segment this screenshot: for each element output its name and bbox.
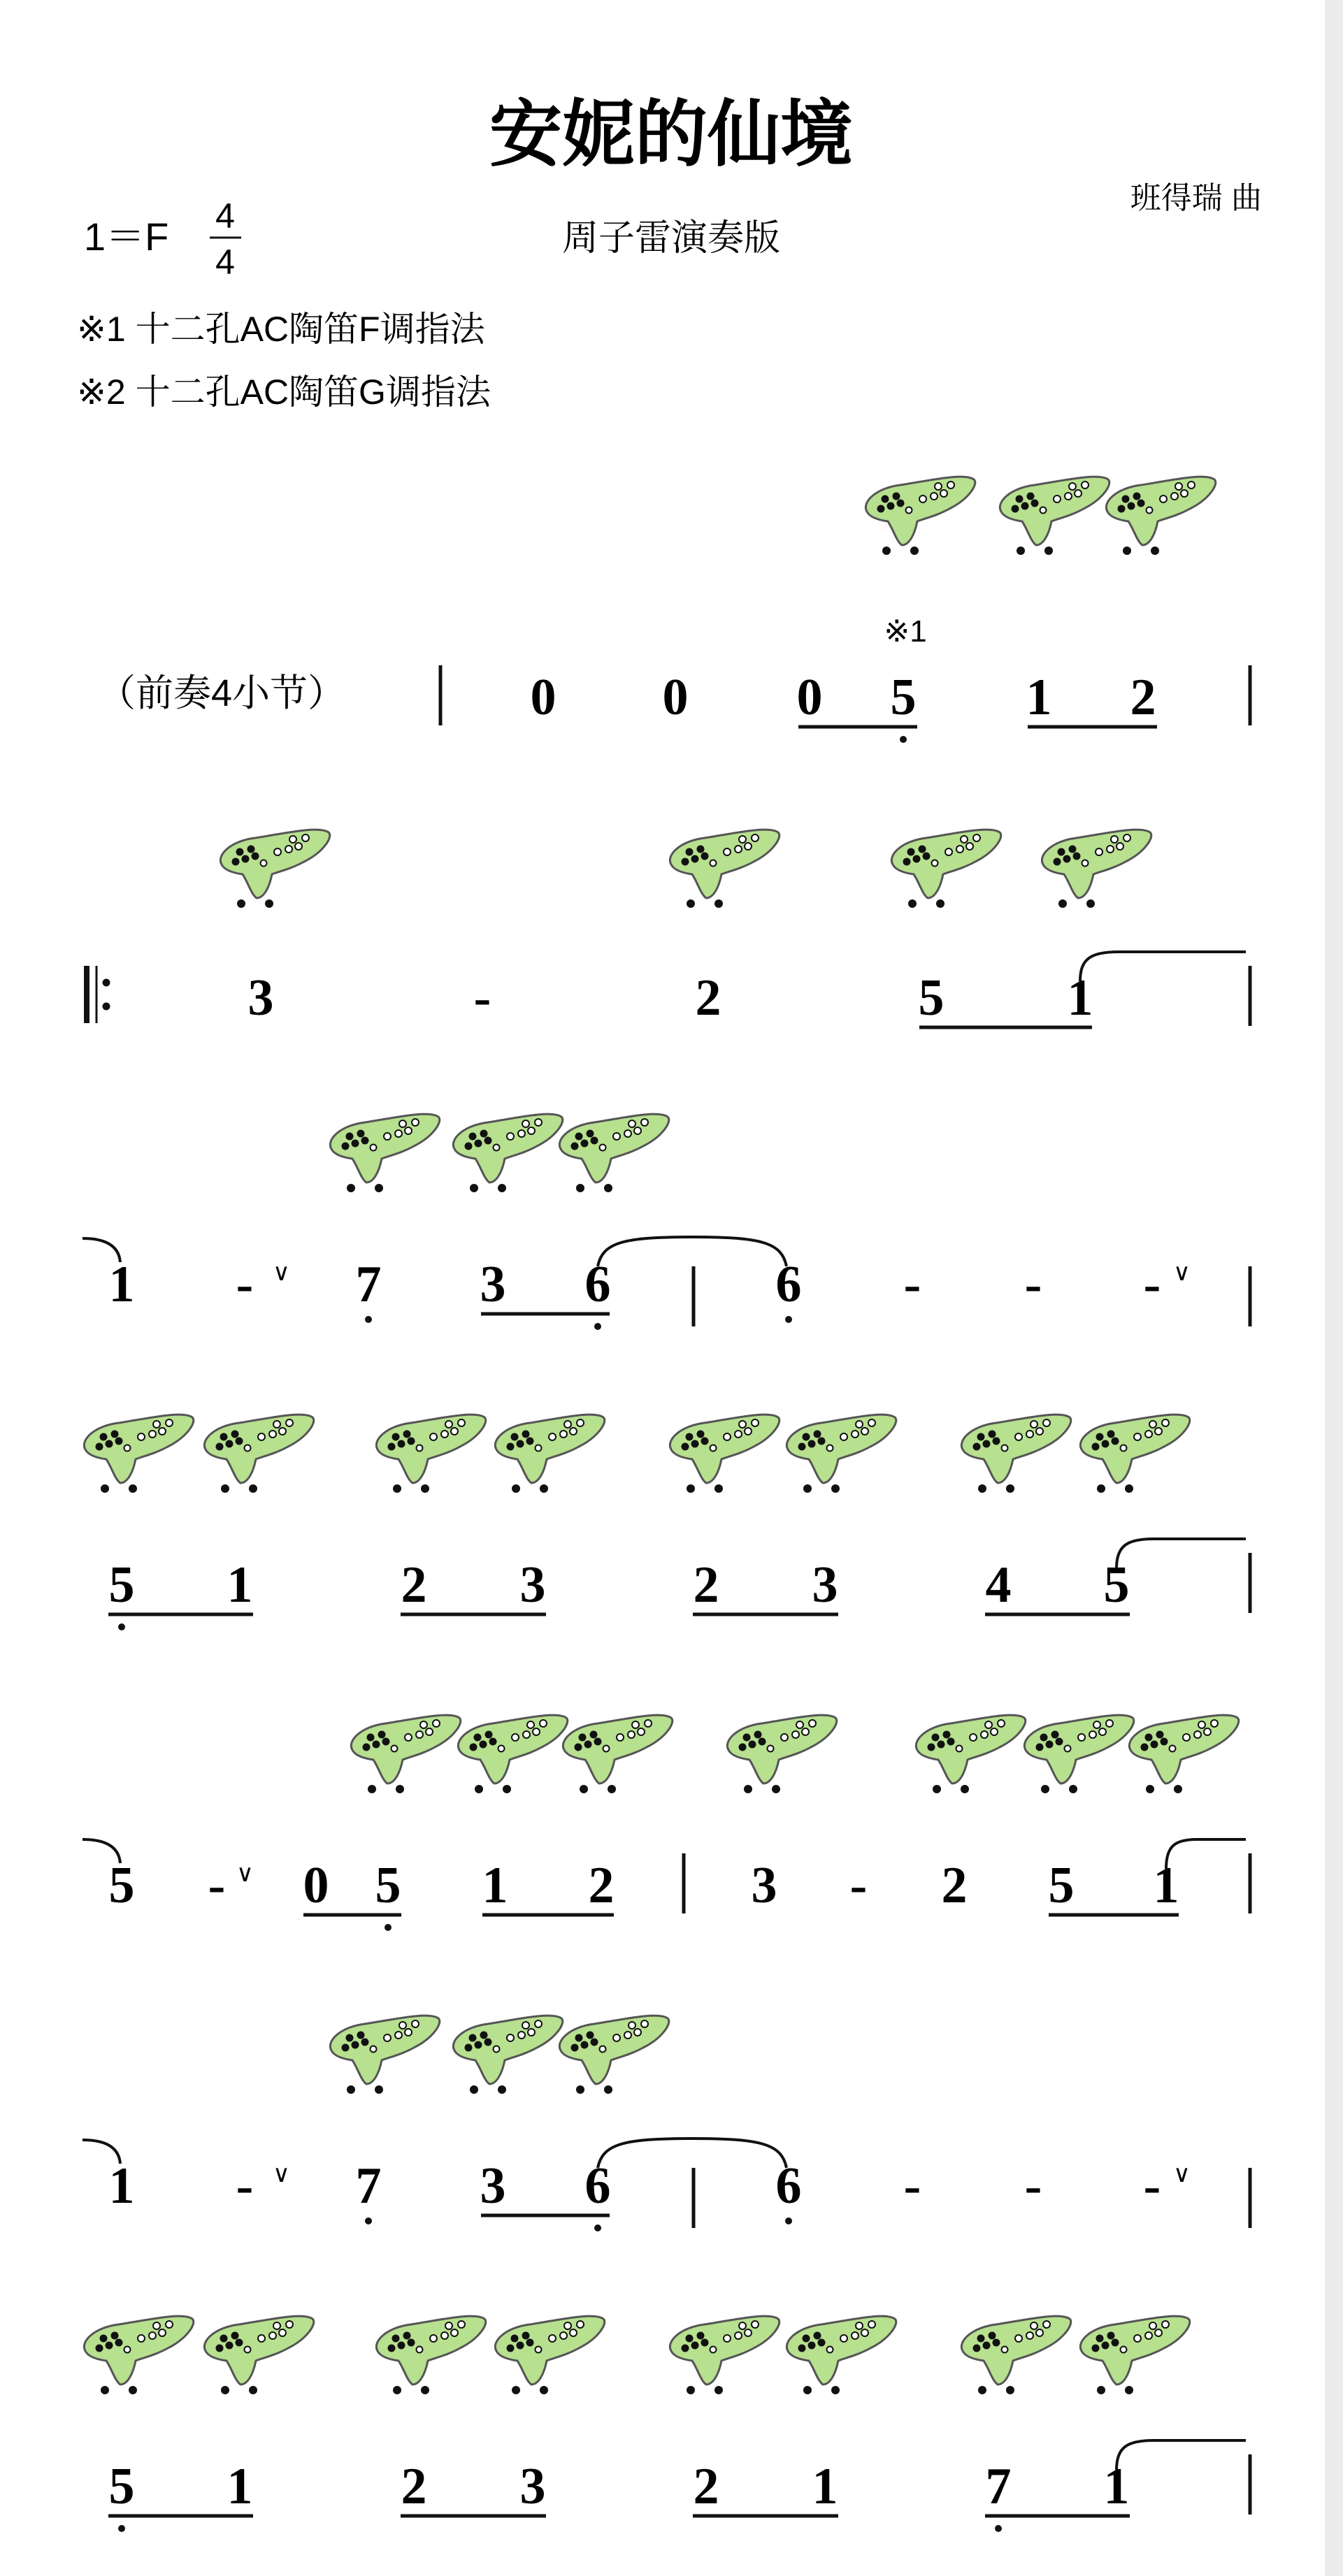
note: 2 xyxy=(401,2458,427,2515)
ocarina-fingering-icon xyxy=(330,1114,439,1192)
ocarina-fingering-icon xyxy=(1080,1414,1189,1493)
ocarina-fingering-icon xyxy=(376,1414,485,1493)
ocarina-fingering-icon xyxy=(204,2316,313,2394)
low-octave-dot xyxy=(594,2224,601,2231)
notes-row-4 xyxy=(109,1556,1130,1614)
composer-credit: 班得瑞 曲 xyxy=(1130,181,1262,215)
ocarina-row-1 xyxy=(866,477,1215,555)
low-octave-dot xyxy=(900,736,907,743)
note: 5 xyxy=(108,1556,135,1614)
low-octave-dot xyxy=(385,1924,392,1931)
dash: - xyxy=(1024,1256,1042,1313)
note: 1 xyxy=(1067,969,1093,1027)
note: 3 xyxy=(519,2458,546,2515)
fingering-note-2: ※2 十二孔AC陶笛G调指法 xyxy=(77,372,491,412)
ocarina-fingering-icon xyxy=(84,1414,193,1493)
note: 5 xyxy=(890,669,917,726)
ocarina-row-3 xyxy=(330,1114,668,1192)
fingering-marker: ※1 xyxy=(884,614,927,649)
tie xyxy=(598,1237,787,1266)
notes-row-6 xyxy=(109,2157,1161,2215)
low-octave-dot xyxy=(118,1623,125,1630)
ocarina-fingering-icon xyxy=(670,830,779,908)
note: 0 xyxy=(796,669,823,726)
note: 3 xyxy=(751,1857,777,1914)
note: 5 xyxy=(375,1857,401,1914)
ocarina-row-7 xyxy=(84,2316,1189,2394)
low-octave-dot xyxy=(594,1323,601,1330)
low-octave-dot xyxy=(995,2525,1002,2532)
note: 2 xyxy=(693,1556,719,1614)
note: 7 xyxy=(355,2157,382,2215)
ocarina-fingering-icon xyxy=(376,2316,485,2394)
note: 5 xyxy=(108,1857,135,1914)
ocarina-fingering-icon xyxy=(563,1715,672,1793)
ocarina-fingering-icon xyxy=(84,2316,193,2394)
note: 2 xyxy=(1130,669,1156,726)
dash: - xyxy=(903,2157,921,2215)
note: 6 xyxy=(584,1256,611,1313)
dash: - xyxy=(236,2157,254,2215)
note: 6 xyxy=(775,2157,802,2215)
breath-mark: ∨ xyxy=(273,1259,290,1286)
note: 1 xyxy=(1103,2458,1130,2515)
dash: - xyxy=(903,1256,921,1313)
version-label: 周子雷演奏版 xyxy=(561,218,781,259)
ocarina-row-5 xyxy=(351,1715,1238,1793)
note: 1 xyxy=(812,2458,838,2515)
note: 3 xyxy=(812,1556,838,1614)
notes-row-5 xyxy=(109,1857,1179,1914)
notes-row-2 xyxy=(248,969,1093,1027)
dash: - xyxy=(236,1256,254,1313)
note: 6 xyxy=(775,1256,802,1313)
ocarina-fingering-icon xyxy=(727,1715,836,1793)
ocarina-fingering-icon xyxy=(1106,477,1215,555)
note: 2 xyxy=(695,969,721,1027)
note: 3 xyxy=(480,2157,506,2215)
ocarina-fingering-icon xyxy=(1000,477,1109,555)
ocarina-fingering-icon xyxy=(1042,830,1151,908)
notes-row-1 xyxy=(531,669,1156,726)
ocarina-fingering-icon xyxy=(961,1414,1070,1493)
ocarina-fingering-icon xyxy=(891,830,1000,908)
breath-mark: ∨ xyxy=(273,2161,290,2187)
note: 1 xyxy=(1026,669,1052,726)
note: 6 xyxy=(584,2157,611,2215)
ocarina-fingering-icon xyxy=(1129,1715,1238,1793)
ocarina-fingering-icon xyxy=(866,477,975,555)
note: 1 xyxy=(108,1256,135,1313)
ocarina-row-4 xyxy=(84,1414,1189,1493)
note: 1 xyxy=(108,2157,135,2215)
ocarina-fingering-icon xyxy=(495,2316,604,2394)
ocarina-fingering-icon xyxy=(453,2016,562,2094)
note: 7 xyxy=(985,2458,1012,2515)
key-signature: 1＝F xyxy=(84,215,169,259)
note: 7 xyxy=(355,1256,382,1313)
note: 1 xyxy=(482,1857,508,1914)
ocarina-fingering-icon xyxy=(458,1715,567,1793)
time-signature-top: 4 xyxy=(215,196,235,236)
tie xyxy=(598,2139,787,2168)
intro-label: （前奏4小节） xyxy=(98,672,346,714)
dash: - xyxy=(1143,1256,1161,1313)
note: 3 xyxy=(519,1556,546,1614)
note: 2 xyxy=(693,2458,719,2515)
ocarina-fingering-icon xyxy=(204,1414,313,1493)
ocarina-fingering-icon xyxy=(670,2316,779,2394)
note: 0 xyxy=(662,669,689,726)
notes-row-3 xyxy=(109,1256,1161,1313)
ocarina-fingering-icon xyxy=(787,1414,896,1493)
note: 1 xyxy=(227,2458,253,2515)
ocarina-fingering-icon xyxy=(670,1414,779,1493)
page-title: 安妮的仙境 xyxy=(489,94,854,175)
ocarina-fingering-icon xyxy=(330,2016,439,2094)
tie xyxy=(1116,1539,1246,1568)
note: 4 xyxy=(985,1556,1012,1614)
note: 5 xyxy=(918,969,945,1027)
note: 1 xyxy=(227,1556,253,1614)
ocarina-fingering-icon xyxy=(787,2316,896,2394)
dash: - xyxy=(208,1857,226,1914)
note: 2 xyxy=(588,1857,615,1914)
ocarina-row-2 xyxy=(220,830,1151,908)
tie xyxy=(1080,952,1246,981)
low-octave-dot xyxy=(365,1316,372,1323)
low-octave-dot xyxy=(785,1316,792,1323)
ocarina-fingering-icon xyxy=(1080,2316,1189,2394)
note: 2 xyxy=(401,1556,427,1614)
ocarina-fingering-icon xyxy=(351,1715,460,1793)
note: 5 xyxy=(108,2458,135,2515)
tie xyxy=(1116,2440,1246,2470)
ocarina-fingering-icon xyxy=(495,1414,604,1493)
ocarina-fingering-icon xyxy=(1024,1715,1133,1793)
fingering-note-1: ※1 十二孔AC陶笛F调指法 xyxy=(77,310,485,349)
note: 0 xyxy=(530,669,556,726)
dash: - xyxy=(1024,2157,1042,2215)
time-signature-bottom: 4 xyxy=(215,243,235,282)
notes-row-7 xyxy=(109,2458,1130,2515)
dash: - xyxy=(1143,2157,1161,2215)
breath-mark: ∨ xyxy=(1173,1259,1191,1286)
breath-mark: ∨ xyxy=(236,1860,254,1887)
ocarina-fingering-icon xyxy=(916,1715,1025,1793)
repeat-sign xyxy=(87,966,110,1023)
ocarina-fingering-icon xyxy=(453,1114,562,1192)
note: 0 xyxy=(303,1857,329,1914)
low-octave-dot xyxy=(118,2525,125,2532)
low-octave-dot xyxy=(785,2217,792,2224)
note: 5 xyxy=(1103,1556,1130,1614)
note: 3 xyxy=(247,969,274,1027)
breath-mark: ∨ xyxy=(1173,2161,1191,2187)
note: 3 xyxy=(480,1256,506,1313)
note: 2 xyxy=(941,1857,968,1914)
ocarina-fingering-icon xyxy=(220,830,329,908)
ocarina-fingering-icon xyxy=(961,2316,1070,2394)
dash: - xyxy=(473,969,491,1027)
ocarina-row-6 xyxy=(330,2016,668,2094)
ocarina-fingering-icon xyxy=(559,2016,668,2094)
note: 1 xyxy=(1153,1857,1179,1914)
ocarina-fingering-icon xyxy=(559,1114,668,1192)
note: 5 xyxy=(1048,1857,1075,1914)
dash: - xyxy=(849,1857,868,1914)
low-octave-dot xyxy=(365,2217,372,2224)
